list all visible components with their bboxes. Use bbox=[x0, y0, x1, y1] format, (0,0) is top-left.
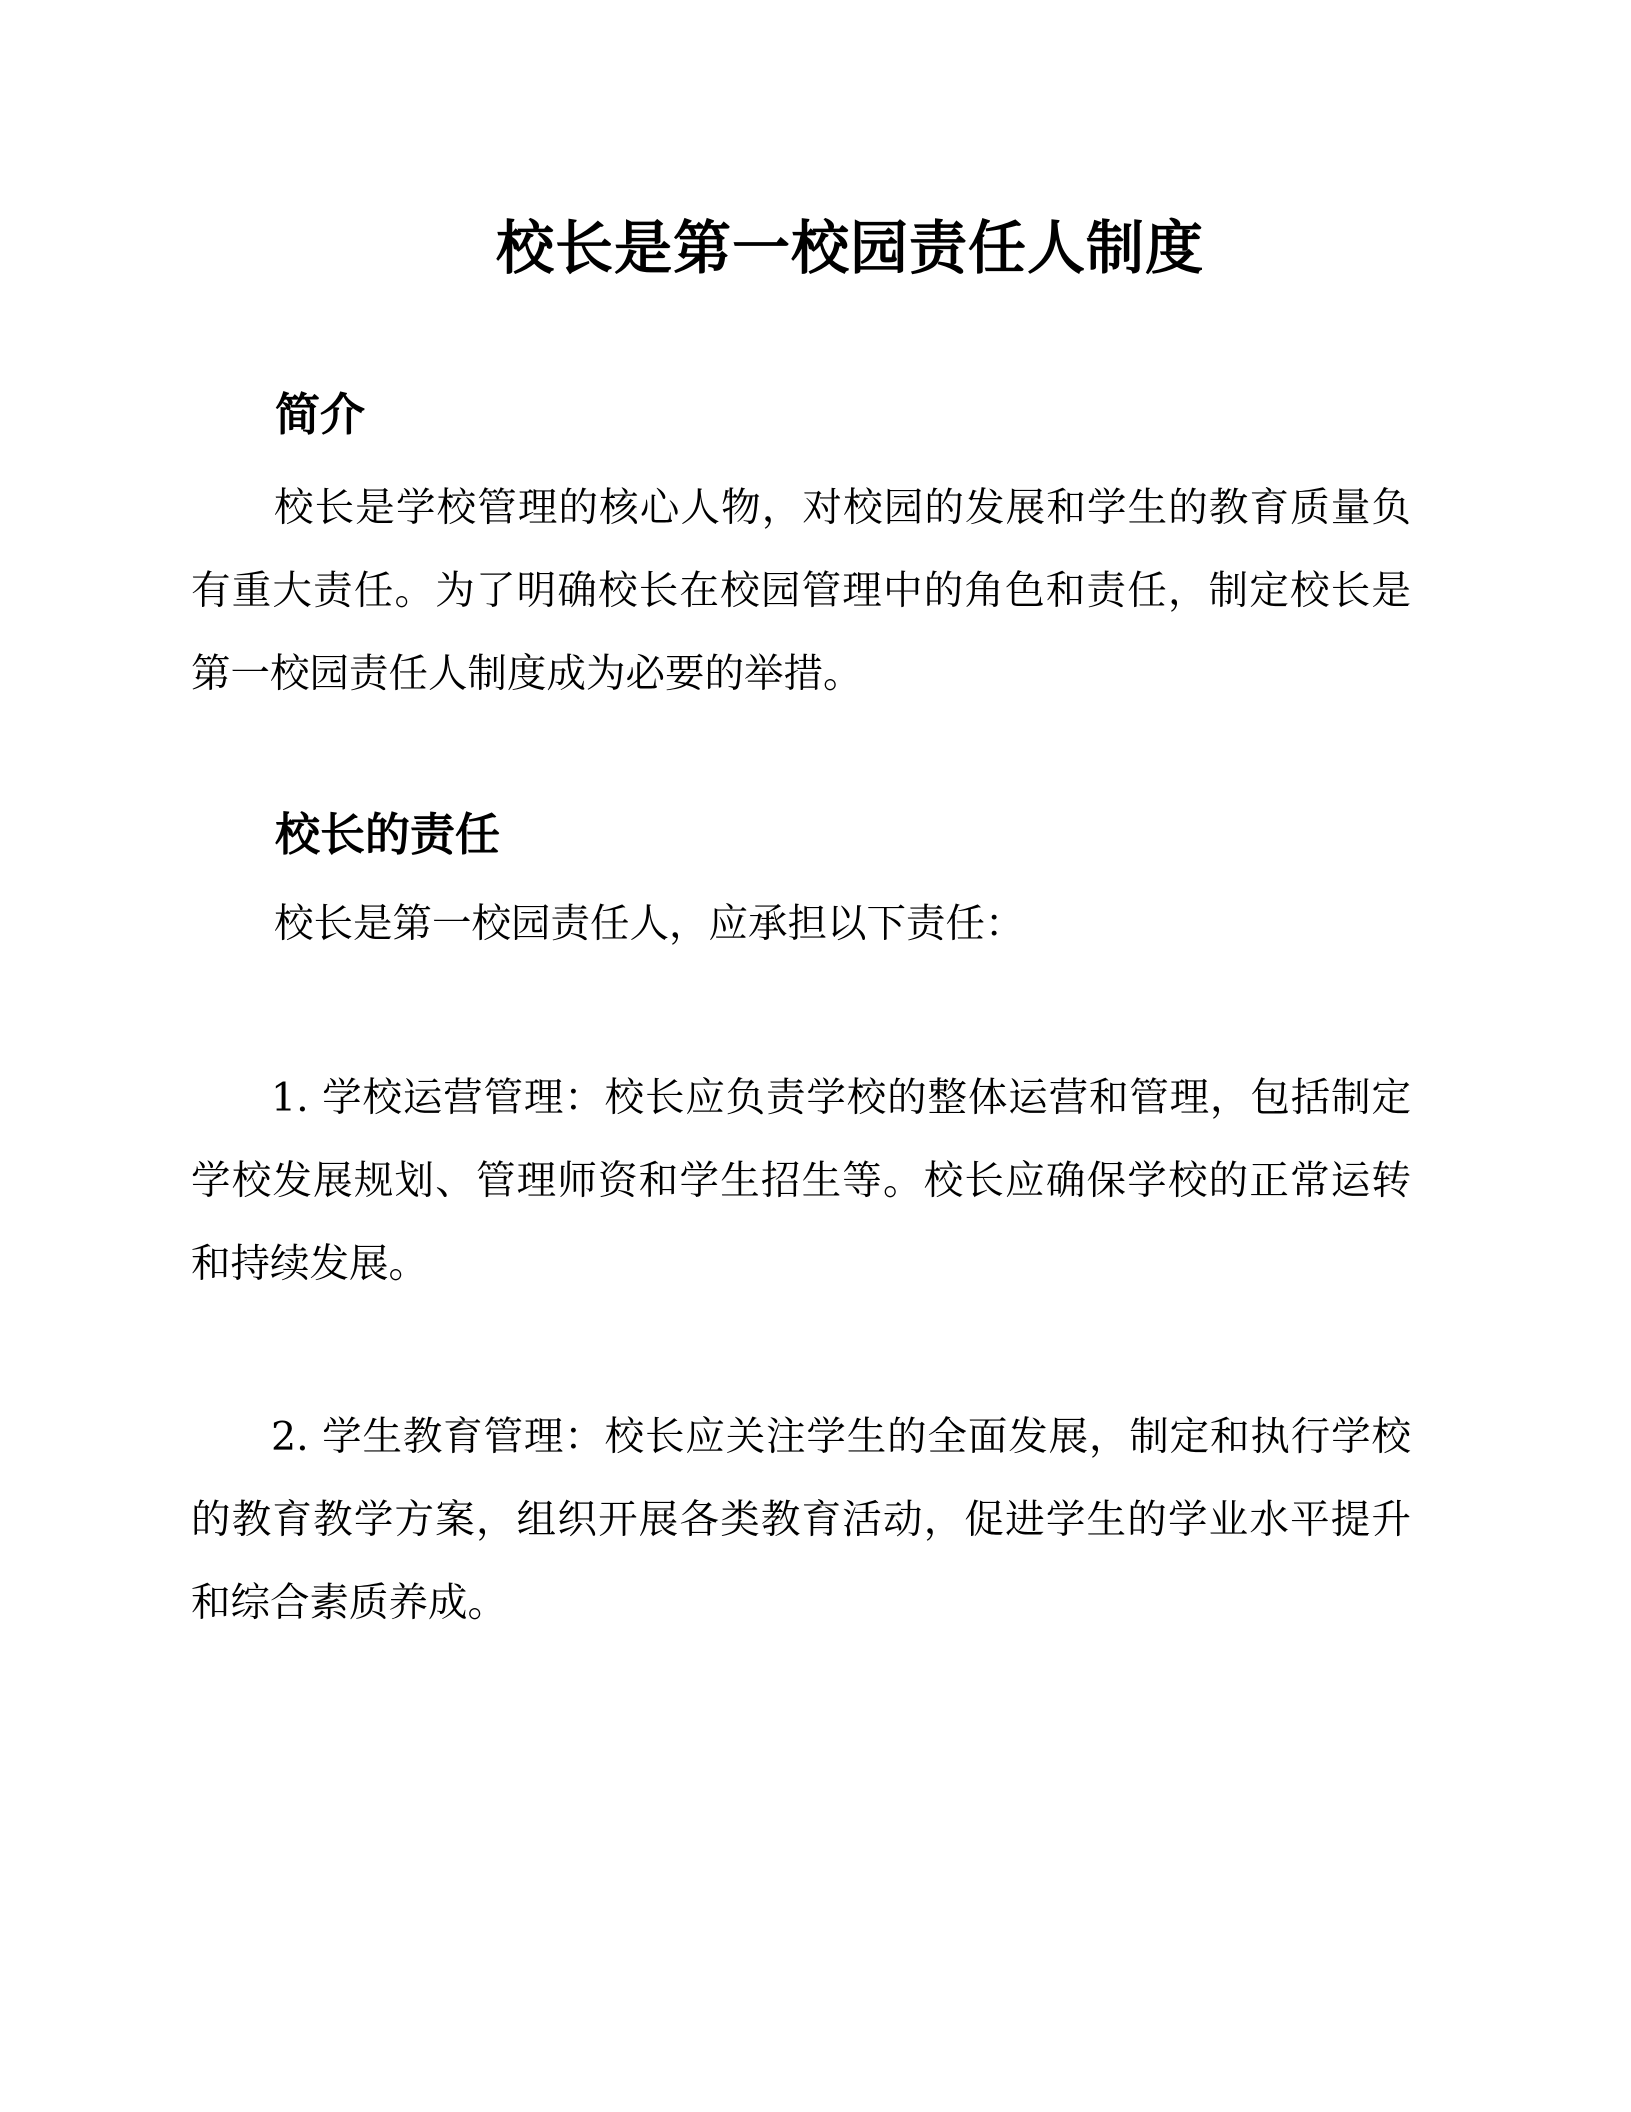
responsibility-item-1: 1. 学校运营管理：校长应负责学校的整体运营和管理，包括制定学校发展规划、管理师资和学生招生等。校长应确保学校的正常运转和持续发展。 bbox=[191, 1075, 1411, 1287]
intro-paragraph: 校长是学校管理的核心人物，对校园的发展和学生的教育质量负有重大责任。为了明确校长在校园管理中的角色和责任，制定校长是第一校园责任人制度成为必要的举措。 bbox=[191, 485, 1411, 697]
section-heading-responsibilities: 校长的责任 bbox=[275, 808, 501, 861]
responsibilities-intro-paragraph: 校长是第一校园责任人，应承担以下责任： bbox=[274, 901, 1025, 947]
responsibility-item-2: 2. 学生教育管理：校长应关注学生的全面发展，制定和执行学校的教育教学方案，组织开展各类教育活动，促进学生的学业水平提升和综合素质养成。 bbox=[191, 1414, 1411, 1626]
document-title: 校长是第一校园责任人制度 bbox=[495, 214, 1204, 282]
section-heading-intro: 简介 bbox=[275, 388, 366, 441]
